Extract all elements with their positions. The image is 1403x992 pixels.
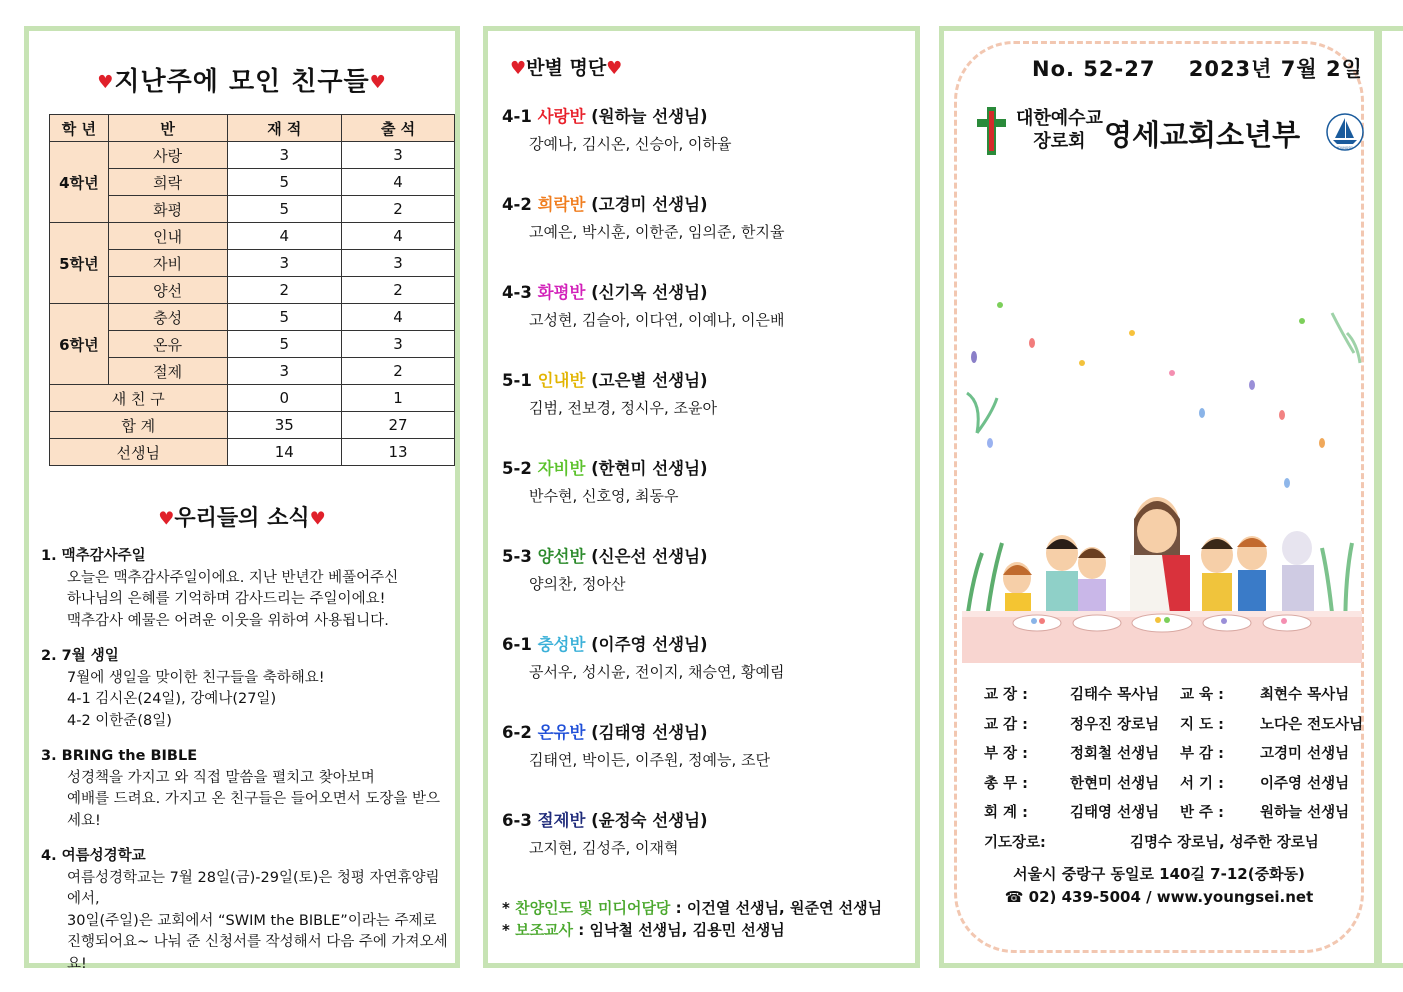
- attendance-news-panel: [24, 26, 460, 972]
- staff-name: 김태수 목사님: [1070, 687, 1160, 703]
- header-attended: 출 석: [342, 115, 455, 142]
- cover-panel: [939, 26, 1379, 968]
- class-code: 6-1: [502, 635, 532, 654]
- class-cell: 화평: [108, 196, 227, 223]
- summary-label: 새 친 구: [50, 385, 228, 412]
- heart-icon: ♥: [309, 508, 326, 530]
- table-row: [50, 169, 455, 196]
- issue-date: 2023년 7월 2일: [1188, 57, 1363, 81]
- class-name: 온유반: [537, 723, 586, 742]
- class-teacher: (고경미 선생님): [591, 195, 708, 214]
- class-entry: [502, 367, 912, 455]
- next-page-edge: [1377, 26, 1403, 968]
- attended-cell: 4: [342, 304, 455, 331]
- enrolled-cell: 5: [227, 169, 342, 196]
- staff-role: 교 감 :: [984, 716, 1028, 733]
- staff-row: [984, 683, 1354, 713]
- class-teacher: (원하늘 선생님): [591, 107, 708, 126]
- phone-website: ☎ 02) 439-5004 / www.youngsei.net: [1004, 888, 1314, 906]
- prayer-names: 김명수 장로님, 성주한 장로님: [1130, 834, 1319, 851]
- news-line: 여름성경학교는 7월 28일(금)-29일(토)은 청평 자연휴양림에서,: [67, 869, 440, 907]
- class-cell: 사랑: [108, 142, 227, 169]
- class-entry: [502, 191, 912, 279]
- table-row: [50, 304, 455, 331]
- class-entry: [502, 543, 912, 631]
- attended-cell: 1: [342, 385, 455, 412]
- class-list: [502, 103, 912, 895]
- class-heading: [502, 367, 912, 391]
- attended-cell: 2: [342, 277, 455, 304]
- church-header: [974, 105, 1354, 165]
- enrolled-cell: 3: [227, 142, 342, 169]
- table-row: [50, 331, 455, 358]
- svg-text:YOUNGSEI: YOUNGSEI: [1336, 146, 1354, 150]
- class-heading: [502, 631, 912, 655]
- class-members: 강예나, 김시온, 신승아, 이하율: [529, 135, 732, 153]
- class-code: 5-2: [502, 459, 532, 478]
- heart-icon: ♥: [369, 72, 387, 93]
- staff-name: 한현미 선생님: [1070, 775, 1160, 792]
- attended-cell: 3: [342, 250, 455, 277]
- news-line: 4-2 이한준(8일): [67, 712, 172, 729]
- staff-directory: [984, 683, 1364, 860]
- staff-name: 이주영 선생님: [1260, 775, 1350, 792]
- news-line: 7월에 생일을 맞이한 친구들을 축하해요!: [67, 669, 325, 686]
- staff-role: 반 주 :: [1180, 805, 1224, 821]
- news-line: 4-1 김시온(24일), 강예나(27일): [67, 691, 277, 707]
- staff-role: 회 계 :: [984, 805, 1028, 821]
- news-line: 오늘은 맥추감사주일이에요. 지난 반년간 베풀어주신: [67, 569, 399, 586]
- news-line: 30일(주일)은 교회에서 “SWIM the BIBLE”이라는 주제로: [67, 912, 437, 929]
- staff-row: [984, 713, 1364, 743]
- class-heading: [502, 191, 912, 215]
- enrolled-cell: 3: [227, 250, 342, 277]
- class-entry: [502, 455, 912, 543]
- attended-cell: 2: [342, 196, 455, 223]
- last-supper-illustration: [962, 293, 1362, 663]
- attended-cell: 3: [342, 331, 455, 358]
- enrolled-cell: 5: [227, 304, 342, 331]
- table-row: [50, 358, 455, 385]
- class-name: 절제반: [537, 811, 586, 830]
- class-cell: 충성: [108, 304, 227, 331]
- class-heading: [502, 103, 912, 127]
- staff-row: [984, 801, 1354, 831]
- grade-cell: 6학년: [50, 304, 109, 385]
- staff-row: [984, 772, 1354, 802]
- address: 서울시 중랑구 동일로 140길 7-12(중화동): [1013, 865, 1305, 883]
- class-name: 사랑반: [537, 107, 586, 126]
- class-teacher: (김태영 선생님): [591, 723, 708, 742]
- news-heading: 1. 맥추감사주일: [41, 548, 146, 564]
- issue-number: No. 52-27: [1032, 57, 1156, 81]
- class-entry: [502, 279, 912, 367]
- staff-name: 김태영 선생님: [1070, 805, 1160, 821]
- attended-cell: 27: [342, 412, 455, 439]
- staff-role: 서 기 :: [1180, 775, 1224, 792]
- table-summary-row: [50, 412, 455, 439]
- class-code: 4-3: [502, 283, 532, 302]
- staff-role: 지 도 :: [1180, 716, 1224, 733]
- enrolled-cell: 35: [227, 412, 342, 439]
- news-heading: 3. BRING the BIBLE: [41, 748, 198, 764]
- header-grade: 학 년: [50, 115, 109, 142]
- news-line: 진행되어요~ 나눠 준 신청서를 작성해서 다음 주에 가져오세요!: [67, 934, 448, 972]
- class-members: 고예은, 박시훈, 이한준, 임의준, 한지율: [529, 223, 785, 241]
- class-members: 양의찬, 정아산: [529, 575, 626, 593]
- staff-role: 총 무 :: [984, 775, 1028, 792]
- class-members: 고성현, 김슬아, 이다연, 이예나, 이은배: [529, 311, 785, 329]
- staff-name: 고경미 선생님: [1260, 746, 1350, 762]
- attended-cell: 3: [342, 142, 455, 169]
- table-summary-row: [50, 439, 455, 466]
- class-cell: 양선: [108, 277, 227, 304]
- staff-name: 원하늘 선생님: [1260, 805, 1350, 821]
- news-item: [41, 646, 451, 732]
- heart-icon: ♥: [510, 58, 527, 79]
- class-cell: 자비: [108, 250, 227, 277]
- class-entry: [502, 719, 912, 807]
- class-code: 4-2: [502, 195, 532, 214]
- staff-name: 정회철 선생님: [1070, 746, 1160, 762]
- class-cell: 온유: [108, 331, 227, 358]
- staff-line: * 찬양인도 및 미디어담당 : 이건열 선생님, 원준연 선생님: [502, 899, 883, 917]
- news-line: 예배를 드려요. 가지고 온 친구들은 들어오면서 도장을 받으세요!: [67, 791, 441, 829]
- summary-label: 합 계: [50, 412, 228, 439]
- attended-cell: 4: [342, 169, 455, 196]
- attendance-table: [49, 114, 455, 466]
- enrolled-cell: 5: [227, 331, 342, 358]
- staff-role: 부 감 :: [1180, 746, 1224, 762]
- table-row: [50, 250, 455, 277]
- class-code: 6-2: [502, 723, 532, 742]
- class-entry: [502, 631, 912, 719]
- prayer-row: [984, 831, 1354, 861]
- class-name: 화평반: [537, 283, 586, 302]
- class-name: 충성반: [537, 635, 586, 654]
- staff-name: 정우진 장로님: [1070, 716, 1160, 733]
- news-item: [41, 546, 451, 632]
- news-item: [41, 746, 451, 832]
- attendance-title: ♥지난주에 모인 친구들♥: [97, 67, 387, 97]
- class-teacher: (신기옥 선생님): [591, 283, 708, 302]
- enrolled-cell: 3: [227, 358, 342, 385]
- news-line: 성경책을 가지고 와 직접 말씀을 펼치고 찾아보며: [67, 769, 375, 786]
- attended-cell: 2: [342, 358, 455, 385]
- enrolled-cell: 0: [227, 385, 342, 412]
- header-class: 반: [108, 115, 227, 142]
- class-members: 김태연, 박이든, 이주원, 정예능, 조단: [529, 751, 771, 769]
- class-entry: [502, 807, 912, 895]
- table-row: [50, 196, 455, 223]
- table-row: [50, 142, 455, 169]
- class-members: 공서우, 성시윤, 전이지, 채승연, 황예림: [529, 663, 785, 681]
- class-name: 희락반: [537, 195, 586, 214]
- class-name: 자비반: [537, 459, 586, 478]
- table-row: [50, 223, 455, 250]
- staff-name: 최현수 목사님: [1260, 687, 1350, 703]
- grade-cell: 5학년: [50, 223, 109, 304]
- class-heading: [502, 719, 912, 743]
- class-members: 반수현, 신호영, 최동우: [529, 487, 679, 505]
- cross-logo-icon: [974, 105, 1008, 157]
- boat-logo-icon: [1326, 113, 1364, 151]
- attended-cell: 4: [342, 223, 455, 250]
- class-entry: [502, 103, 912, 191]
- class-members: 김범, 전보경, 정시우, 조윤아: [529, 399, 717, 417]
- class-teacher: (이주영 선생님): [591, 635, 708, 654]
- class-heading: [502, 807, 912, 831]
- class-teacher: (한현미 선생님): [591, 459, 708, 478]
- class-teacher: (신은선 선생님): [591, 547, 708, 566]
- class-name: 인내반: [537, 371, 586, 390]
- class-members: 고지현, 김성주, 이재혁: [529, 839, 679, 857]
- denomination: 대한예수교 장로회: [1016, 108, 1103, 152]
- staff-role: 교 육 :: [1180, 687, 1224, 703]
- class-heading: [502, 543, 912, 567]
- enrolled-cell: 14: [227, 439, 342, 466]
- class-cell: 인내: [108, 223, 227, 250]
- staff-row: [984, 742, 1354, 772]
- news-title: ♥우리들의 소식♥: [158, 506, 326, 531]
- staff-name: 노다은 전도사님: [1260, 716, 1364, 733]
- staff-role: 교 장 :: [984, 687, 1028, 703]
- class-roster-panel: [483, 26, 920, 968]
- header-enrolled: 재 적: [227, 115, 342, 142]
- news-list: [41, 546, 451, 989]
- class-cell: 절제: [108, 358, 227, 385]
- table-header-row: [50, 115, 455, 142]
- heart-icon: ♥: [97, 72, 115, 93]
- attended-cell: 13: [342, 439, 455, 466]
- news-line: 맥추감사 예물은 어려운 이웃을 위하여 사용됩니다.: [67, 612, 389, 629]
- staff-line: * 보조교사 : 임낙철 선생님, 김용민 선생님: [502, 921, 785, 939]
- table-summary-row: [50, 385, 455, 412]
- church-name: 영세교회소년부: [1104, 118, 1301, 152]
- heart-icon: ♥: [158, 508, 175, 530]
- enrolled-cell: 4: [227, 223, 342, 250]
- issue-line: [1032, 53, 1363, 83]
- grade-cell: 4학년: [50, 142, 109, 223]
- staff-role: 부 장 :: [984, 746, 1028, 762]
- news-heading: 4. 여름성경학교: [41, 848, 146, 864]
- enrolled-cell: 5: [227, 196, 342, 223]
- news-item: [41, 846, 451, 975]
- roster-title: ♥반별 명단♥: [510, 57, 623, 79]
- class-heading: [502, 455, 912, 479]
- class-code: 5-1: [502, 371, 532, 390]
- class-heading: [502, 279, 912, 303]
- class-cell: 희락: [108, 169, 227, 196]
- heart-icon: ♥: [606, 58, 623, 79]
- class-code: 4-1: [502, 107, 532, 126]
- class-code: 5-3: [502, 547, 532, 566]
- summary-label: 선생님: [50, 439, 228, 466]
- contact-info: [944, 863, 1374, 909]
- class-name: 양선반: [537, 547, 586, 566]
- news-heading: 2. 7월 생일: [41, 648, 119, 664]
- support-staff: [502, 897, 882, 941]
- enrolled-cell: 2: [227, 277, 342, 304]
- class-teacher: (윤정숙 선생님): [591, 811, 708, 830]
- news-line: 하나님의 은혜를 기억하며 감사드리는 주일이에요!: [67, 591, 386, 607]
- class-code: 6-3: [502, 811, 532, 830]
- class-teacher: (고은별 선생님): [591, 371, 708, 390]
- prayer-role: 기도장로:: [984, 834, 1046, 851]
- table-row: [50, 277, 455, 304]
